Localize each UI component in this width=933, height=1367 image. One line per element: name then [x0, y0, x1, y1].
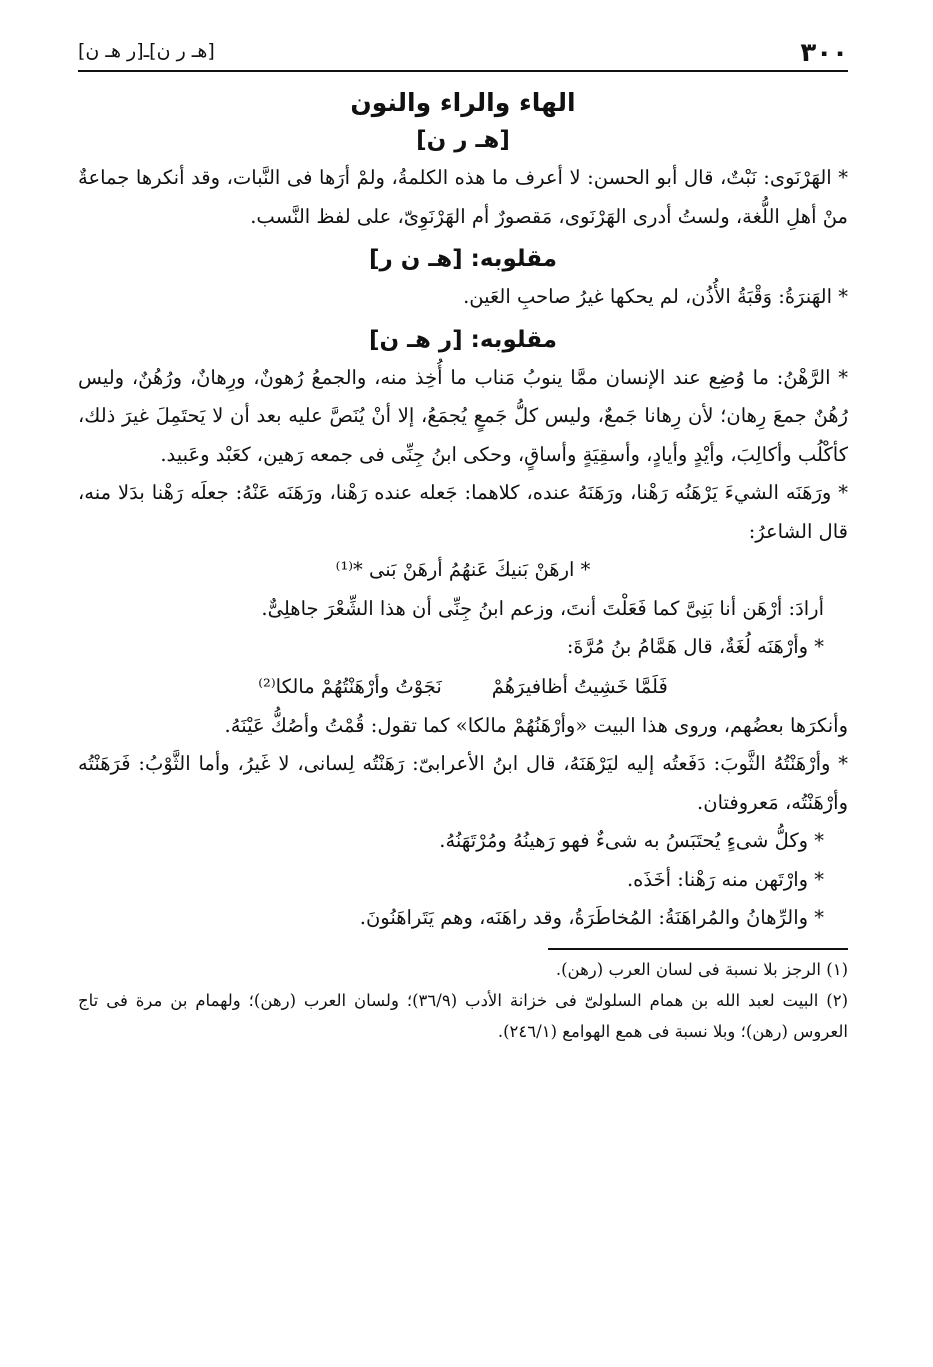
- entry-paragraph: * الرَّهْنُ: ما وُضِع عند الإنسان ممَّا ينوبُ مَناب ما أُخِذ منه، والجمعُ رُهونٌ، ورِهانٌ، ورُهُنٌ، وليس رُهُنٌ جمعَ رِهان؛ لأن رِهانا جَمعٌ، وليس كلُّ جَمعٍ يُجمَعُ، إلا أنْ يُنَصَّ عليه بعد أن لا يَحتَمِلَ غيرَ ذلك، كأكْلُب وأكالِبَ، وأيْدٍ وأيادٍ، وأسقِيَةٍ وأساقٍ، وحكى ابنُ جِنِّى فى جمعه رَهين، كعَبْد وعَبيد.: [78, 365, 848, 466]
- entry-paragraph: أرادَ: أرْهَن أنا بَنِىَّ كما فَعَلْتَ أنتَ، وزعم ابنُ جِنِّى أن هذا الشِّعْرَ جاهلِىٌّ.: [261, 596, 824, 620]
- book-page: [78, 30, 848, 1047]
- entry-paragraph: * والرِّهانُ والمُراهَنَةُ: المُخاطَرَةُ، وقد راهَنَه، وهم يَتَراهَنُونَ.: [359, 906, 824, 929]
- running-header: [78, 30, 848, 72]
- root-heading-rhn: مقلوبه: [ر هـ ن]: [368, 326, 558, 353]
- footnote-1: (١) الرجز بلا نسبة فى لسان العرب (رهن).: [555, 959, 848, 979]
- entry-paragraph: * وارْتَهن منه رَهْنا: أخَذَه.: [626, 867, 824, 891]
- root-heading-hnr: مقلوبه: [هـ ن ر]: [368, 246, 558, 272]
- entry-paragraph: وأنكرَها بعضُهم، وروى هذا البيت «وأرْهَنُهُمْ مالكا» كما تقول: قُمْتُ وأصُكُّ عَيْنَهُ.: [224, 713, 848, 737]
- footnotes: [78, 954, 848, 1047]
- entry-paragraph: * وكلُّ شىءٍ يُحتَبَسُ به شىءٌ فهو رَهينُهُ ومُرْتَهَنُهُ.: [439, 829, 824, 852]
- entry-paragraph: * وأرْهَنَه لُغَةٌ، قال هَمَّامُ بنُ مُرَّةَ:: [566, 635, 824, 658]
- footnote-2: (٢) البيت لعبد الله بن همام السلولىّ فى خزانة الأدب (٣٦/٩)؛ ولسان العرب (رهن)؛ ولهمام بن مرة فى تاج العروس (رهن)؛ وبلا نسبة فى همع الهوامع (٢٤٦/١).: [78, 990, 849, 1041]
- verse-couplet: [78, 667, 848, 707]
- page-number: ٣٠٠: [800, 38, 848, 68]
- root-heading-hrn: [هـ ر ن]: [416, 127, 510, 153]
- verse-hemistich-second: نَجَوْتُ وأرْهَنْتُهُمْ مالكا⁽²⁾: [258, 674, 442, 698]
- entry-paragraph: * وأرْهَنْتُهُ الثَّوبَ: دَفَعتُه إليه ليَرْهَنَهُ، قال ابنُ الأعرابىّ: رَهَنْتُه لِسانى، لا غَيرُ، وأما الثَّوْبُ: فَرَهَنْتُه وأرْهَنْتُه، مَعروفتان.: [78, 752, 848, 814]
- verse-line: * ارهَنْ بَنيكَ عَنهُمُ أرهَنْ بَنى *⁽¹⁾: [335, 558, 591, 581]
- chapter-title: الهاء والراء والنون: [350, 88, 576, 117]
- verse-hemistich-first: فَلَمَّا خَشِيتُ أظافيرَهُمْ: [491, 674, 668, 698]
- entry-paragraph: * الهَنرَةُ: وَقْبَةُ الأُذُن، لم يحكها غيرُ صاحبِ العَين.: [463, 285, 848, 308]
- footnote-rule: [548, 948, 848, 950]
- entry-paragraph: * الهَرْنَوى: نَبْتٌ، قال أبو الحسن: لا أعرف ما هذه الكلمةُ، ولمْ أرَها فى النَّبات، وقد أنكرها جماعةٌ منْ أهلِ اللُّغة، ولستُ أدرى الهَرْنَوى، مَقصورٌ أم الهَرْنَوِىّ، على لفظ النَّسب.: [78, 166, 848, 228]
- entry-paragraph: * ورَهَنَه الشيءَ يَرْهَنُه رَهْنا، ورَهَنَهُ عنده، كلاهما: جَعله عنده رَهْنا، ورَهَنَه عَنْهُ: جعلَه رَهْنا بدَلا منه، قال الشاعرُ:: [78, 481, 848, 543]
- running-section-tag: [هـ ر ن]ـ[ر هـ ن]: [78, 40, 215, 62]
